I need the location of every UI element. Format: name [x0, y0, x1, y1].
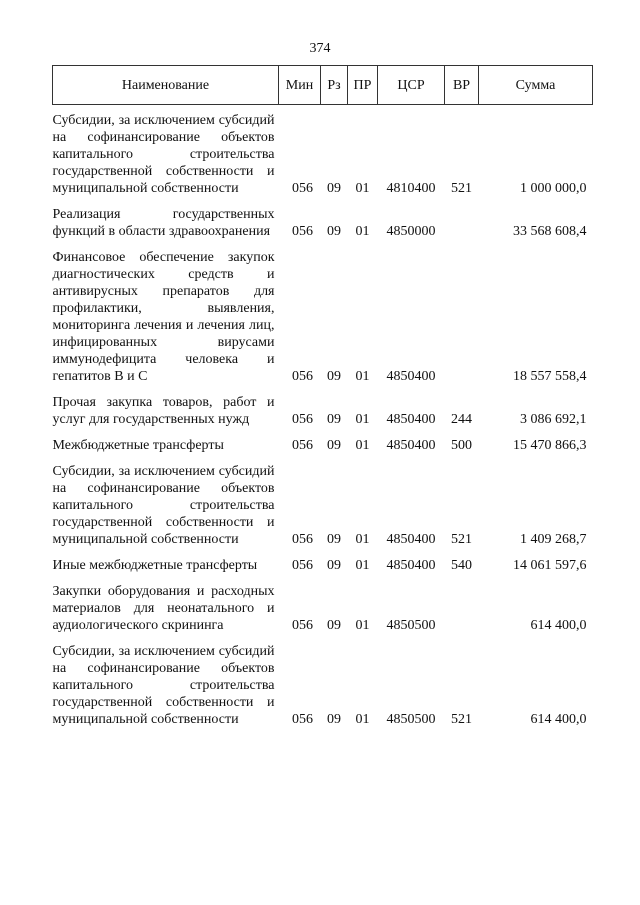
row-pr: 01 [355, 369, 370, 384]
header-vr: ВР [445, 66, 479, 105]
row-pr: 01 [355, 618, 370, 633]
row-pr: 01 [355, 438, 370, 453]
row-min: 056 [292, 438, 313, 453]
row-rz: 09 [327, 438, 341, 453]
table-row [53, 428, 593, 454]
row-rz: 09 [327, 532, 341, 547]
row-sum: 33 568 608,4 [513, 224, 587, 239]
header-pr: ПР [348, 66, 378, 105]
row-pr: 01 [355, 412, 370, 427]
row-min: 056 [292, 369, 313, 384]
row-vr: 244 [451, 412, 472, 427]
row-min: 056 [292, 532, 313, 547]
row-sum: 14 061 597,6 [513, 558, 587, 573]
row-pr: 01 [355, 712, 370, 727]
row-sum: 1 000 000,0 [520, 181, 587, 196]
row-csr: 4850400 [386, 412, 436, 427]
table-row [53, 634, 593, 728]
budget-table [52, 65, 593, 728]
header-min: Мин [279, 66, 321, 105]
row-vr [445, 197, 479, 240]
row-vr: 521 [451, 181, 472, 196]
row-pr: 01 [355, 224, 370, 239]
table-row [53, 105, 593, 198]
row-name: Иные межбюджетные трансферты [52, 558, 258, 573]
row-vr: 521 [451, 532, 472, 547]
row-name: Закупки оборудования и расходных материалов для неонатального и аудиологического скрининга [52, 584, 275, 633]
row-name: Субсидии, за исключением субсидий на софинансирование объектов капитального строительства государственной собственности и муниципальной собственности [52, 113, 275, 196]
row-min: 056 [292, 224, 313, 239]
row-sum: 614 400,0 [530, 618, 587, 633]
table-row [53, 240, 593, 385]
row-csr: 4850400 [386, 438, 436, 453]
row-sum: 1 409 268,7 [520, 532, 587, 547]
row-rz: 09 [327, 712, 341, 727]
row-vr: 540 [451, 558, 472, 573]
row-name: Реализация государственных функций в области здравоохранения [52, 207, 275, 239]
row-csr: 4850400 [386, 558, 436, 573]
row-sum: 614 400,0 [530, 712, 587, 727]
row-csr: 4850500 [386, 712, 436, 727]
row-pr: 01 [355, 532, 370, 547]
table-row [53, 574, 593, 634]
row-rz: 09 [327, 412, 341, 427]
row-min: 056 [292, 712, 313, 727]
row-csr: 4850000 [386, 224, 436, 239]
row-rz: 09 [327, 558, 341, 573]
row-vr [445, 574, 479, 634]
row-sum: 3 086 692,1 [520, 412, 587, 427]
row-csr: 4850500 [386, 618, 436, 633]
row-rz: 09 [327, 181, 341, 196]
row-rz: 09 [327, 224, 341, 239]
row-sum: 15 470 866,3 [513, 438, 587, 453]
row-csr: 4810400 [386, 181, 436, 196]
row-sum: 18 557 558,4 [513, 369, 587, 384]
row-min: 056 [292, 181, 313, 196]
row-pr: 01 [355, 558, 370, 573]
row-name: Прочая закупка товаров, работ и услуг для государственных нужд [52, 395, 275, 427]
header-csr: ЦСР [378, 66, 445, 105]
row-csr: 4850400 [386, 532, 436, 547]
table-body [53, 105, 593, 729]
row-name: Субсидии, за исключением субсидий на софинансирование объектов капитального строительства государственной собственности и муниципальной собственности [52, 464, 275, 547]
row-name: Финансовое обеспечение закупок диагностических средств и антивирусных препаратов для профилактики, выявления, мониторинга лечения и лечения лиц, инфицированных вирусами иммунодефицита человека и гепатитов В и С [52, 250, 275, 384]
row-min: 056 [292, 618, 313, 633]
row-name: Межбюджетные трансферты [52, 438, 224, 453]
row-csr: 4850400 [386, 369, 436, 384]
row-min: 056 [292, 558, 313, 573]
table-row [53, 197, 593, 240]
row-vr [445, 240, 479, 385]
page-number: 374 [309, 41, 331, 56]
header-sum: Сумма [479, 66, 593, 105]
table-row [53, 548, 593, 574]
table-row [53, 454, 593, 548]
table-header [53, 66, 593, 105]
table-row [53, 385, 593, 428]
row-vr: 500 [451, 438, 472, 453]
row-name: Субсидии, за исключением субсидий на софинансирование объектов капитального строительства государственной собственности и муниципальной собственности [52, 644, 275, 727]
row-pr: 01 [355, 181, 370, 196]
row-rz: 09 [327, 618, 341, 633]
row-rz: 09 [327, 369, 341, 384]
header-name: Наименование [53, 66, 279, 105]
header-rz: Рз [321, 66, 348, 105]
row-vr: 521 [451, 712, 472, 727]
row-min: 056 [292, 412, 313, 427]
